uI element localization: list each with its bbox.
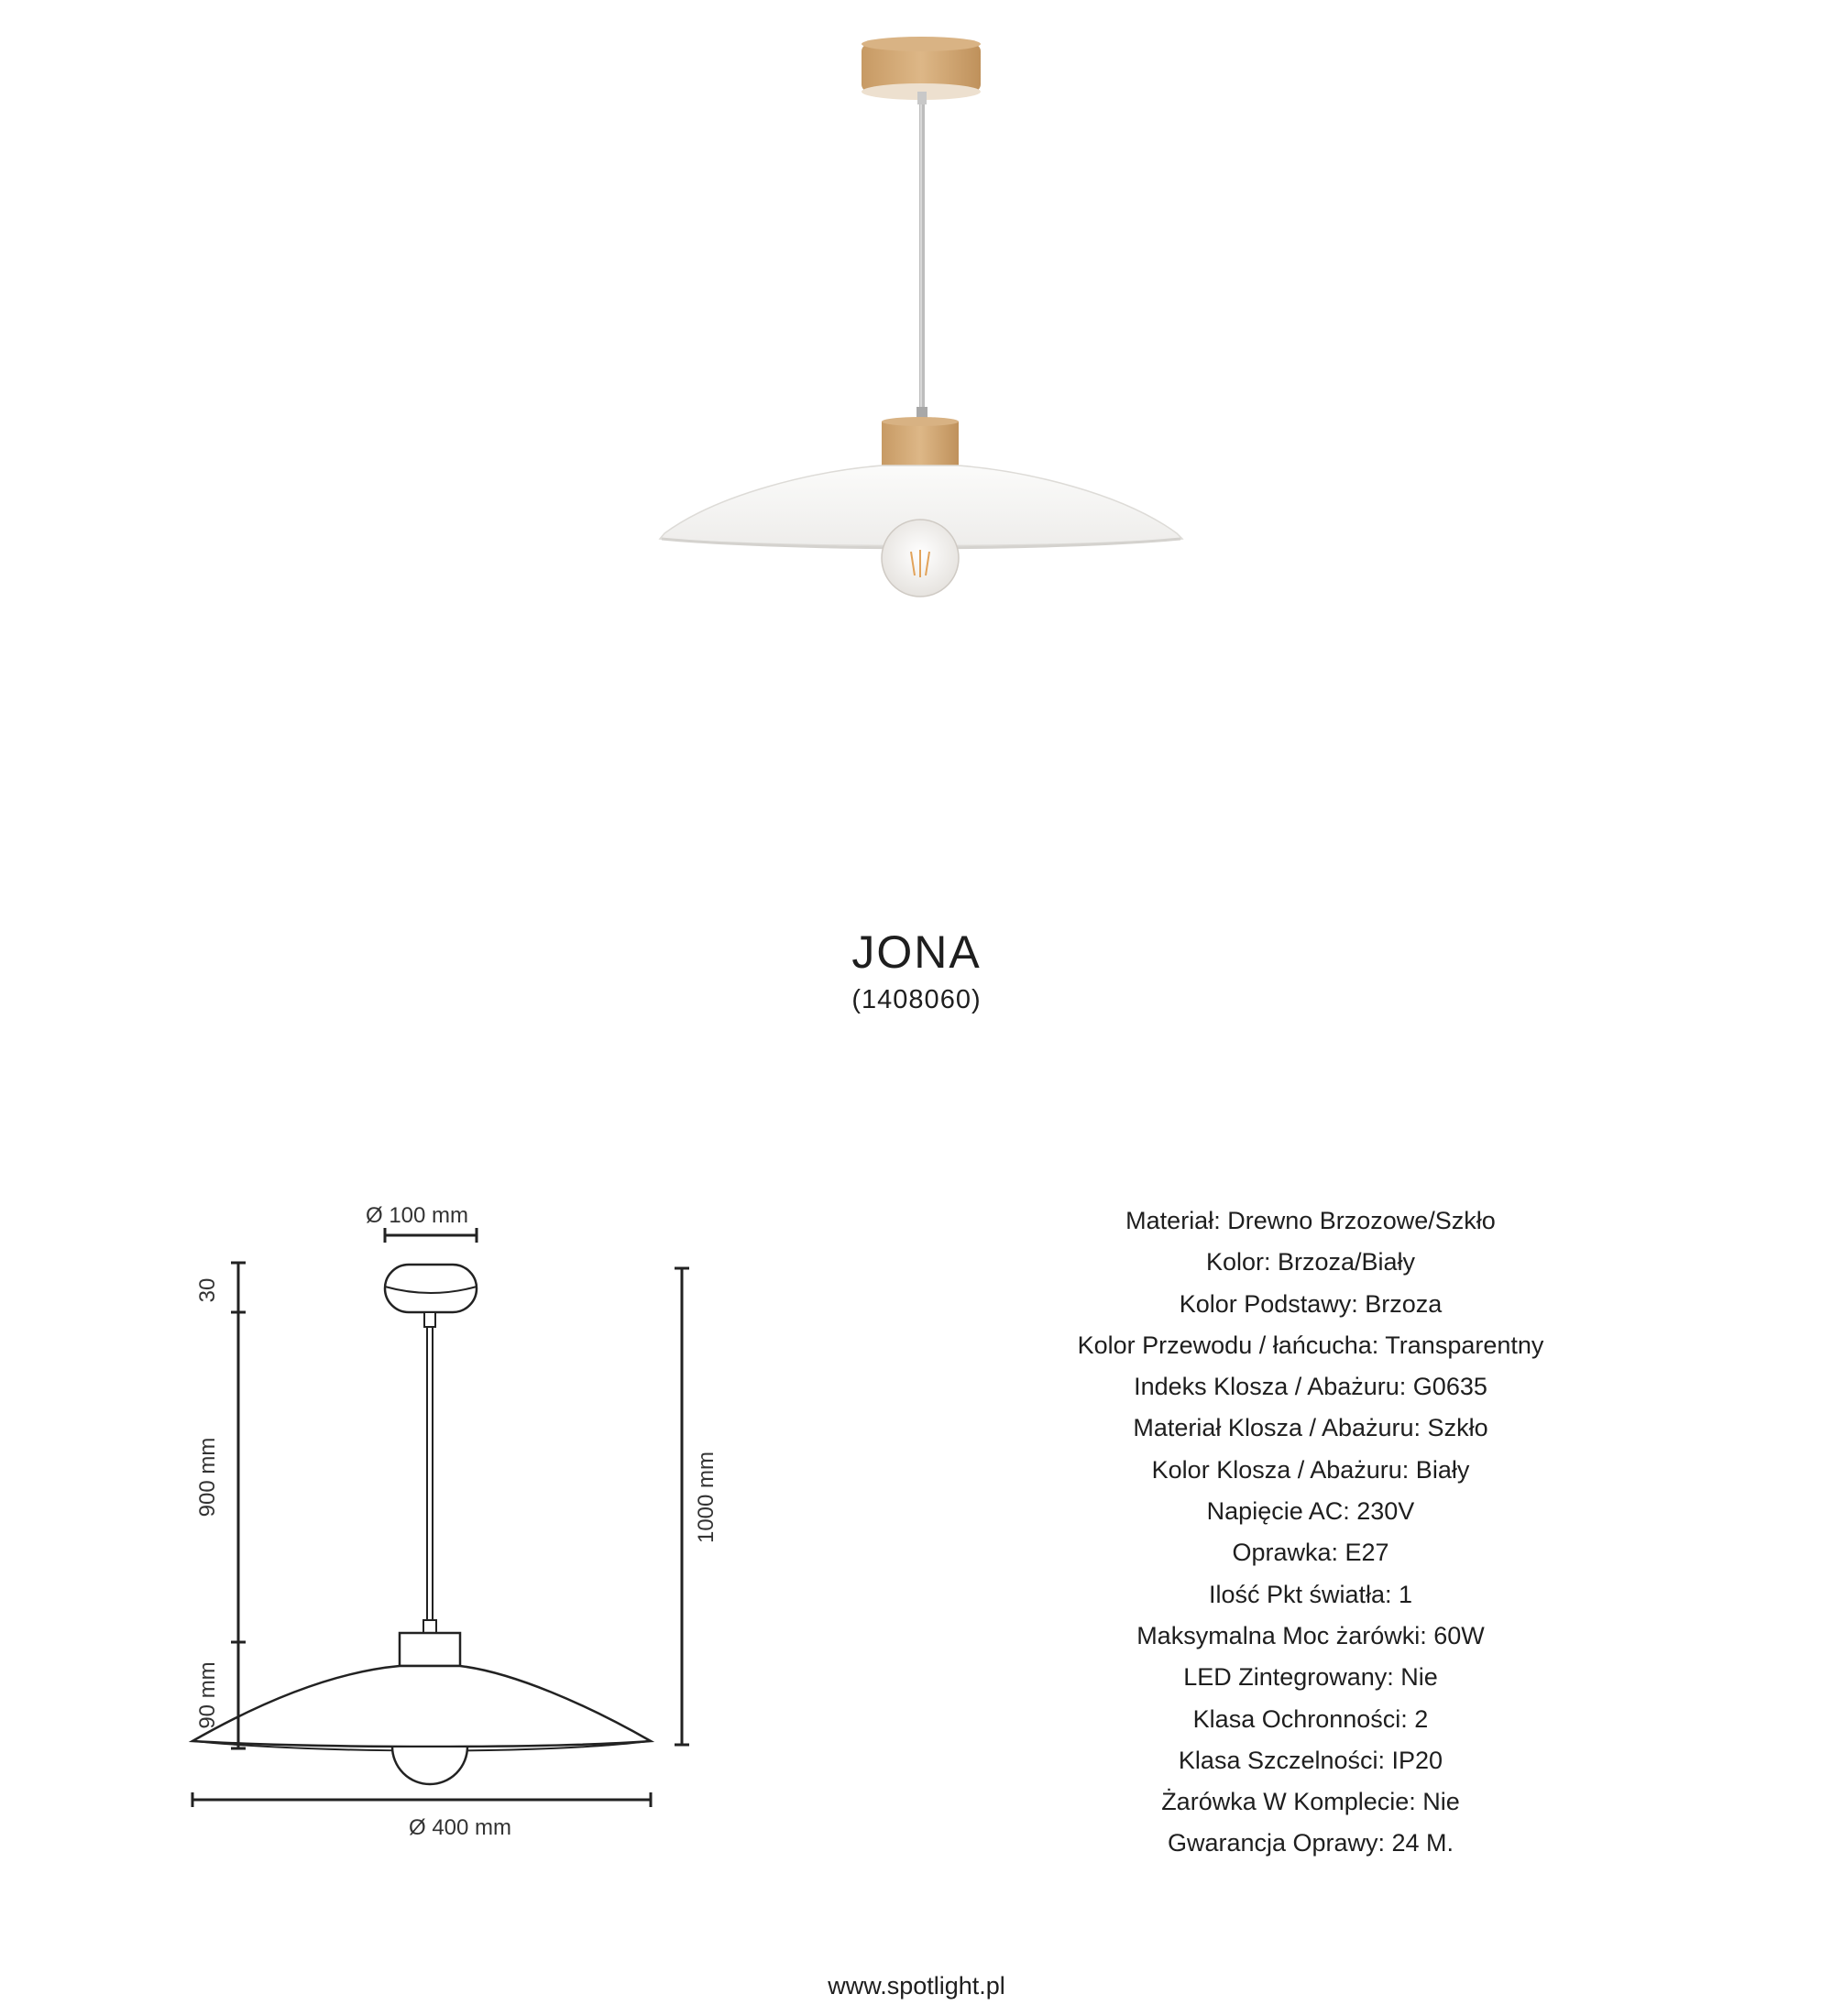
spec-item: LED Zintegrowany: Nie <box>1183 1663 1438 1692</box>
bulb-outline <box>392 1747 467 1784</box>
spec-item: Kolor Podstawy: Brzoza <box>1179 1289 1443 1318</box>
canopy-height-label: 30 <box>195 1277 220 1303</box>
dimension-drawing <box>183 1191 752 1851</box>
spec-item: Kolor: Brzoza/Biały <box>1205 1248 1416 1276</box>
shade-wood-cap <box>882 417 959 466</box>
canopy-outline <box>385 1265 477 1312</box>
total-height-label: 1000 mm <box>694 1451 719 1544</box>
product-code: (1408060) <box>851 985 982 1014</box>
spec-item: Kolor Klosza / Abażuru: Biały <box>1151 1455 1470 1484</box>
spec-item: Gwarancja Oprawy: 24 M. <box>1167 1829 1454 1857</box>
spec-item: Ilość Pkt światła: 1 <box>1208 1580 1413 1608</box>
product-name: JONA <box>851 926 982 978</box>
spec-item: Kolor Przewodu / łańcucha: Transparentny <box>1077 1331 1544 1359</box>
spec-item: Klasa Szczelności: IP20 <box>1178 1746 1443 1774</box>
spec-item: Indeks Klosza / Abażuru: G0635 <box>1134 1373 1487 1401</box>
website-link[interactable]: www.spotlight.pl <box>828 1972 1005 2000</box>
specs-list <box>990 1200 1631 1865</box>
pendant-cable <box>916 92 927 423</box>
shade-outline <box>192 1666 651 1747</box>
ceiling-canopy <box>862 37 981 100</box>
spec-item: Maksymalna Moc żarówki: 60W <box>1136 1621 1485 1649</box>
spec-item: Napięcie AC: 230V <box>1206 1497 1415 1526</box>
product-photo <box>550 27 1283 852</box>
spec-item: Materiał: Drewno Brzozowe/Szkło <box>1125 1207 1496 1234</box>
cable-height-label: 900 mm <box>195 1437 220 1517</box>
spec-item: Oprawka: E27 <box>1232 1539 1389 1567</box>
light-bulb <box>882 520 959 597</box>
bottom-diameter-label: Ø 400 mm <box>408 1815 512 1840</box>
shade-height-label: 90 mm <box>195 1661 220 1729</box>
spec-item: Materiał Klosza / Abażuru: Szkło <box>1133 1414 1488 1442</box>
spec-item: Klasa Ochronności: 2 <box>1192 1704 1429 1733</box>
spec-item: Żarówka W Komplecie: Nie <box>1161 1788 1460 1816</box>
top-diameter-label: Ø 100 mm <box>365 1203 469 1228</box>
